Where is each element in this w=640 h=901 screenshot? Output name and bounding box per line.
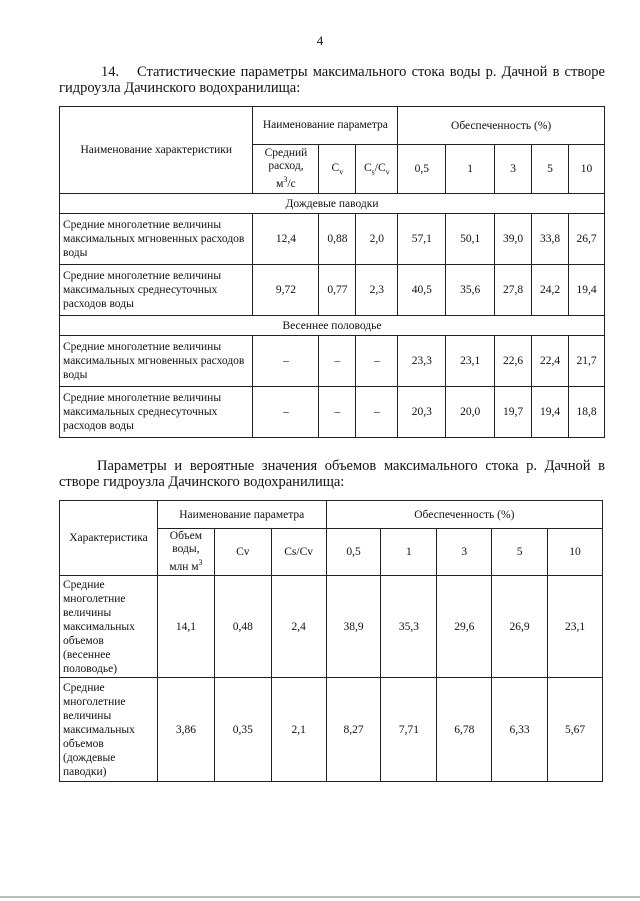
volume-parameters-table [59,500,603,782]
section-title: Дождевые паводки [60,194,605,214]
header-prob: 0,5 [398,145,446,194]
cell-prob: 23,1 [548,576,603,678]
cell-cscv: 2,1 [271,678,326,782]
cell-prob: 6,78 [437,678,492,782]
table2-caption [59,458,605,490]
table1-caption-text: Статистические параметры максимального стока воды р. Дачной в створе гидроузла Дачинского водохранилища: [59,64,605,96]
cell-prob: 22,6 [495,336,532,387]
row-name: Средние многолетние величины максимальных мгновенных расходов воды [60,214,253,265]
header-cv: Cv [214,529,271,576]
cell-prob: 22,4 [532,336,569,387]
cell-volume: 14,1 [157,576,214,678]
header-parameter-group: Наименование параметра [253,107,398,145]
cell-prob: 39,0 [495,214,532,265]
cell-prob: 19,7 [495,387,532,438]
cell-mean: – [253,336,319,387]
table-row [60,678,603,782]
cell-prob: 26,7 [569,214,605,265]
header-cs-cv: $C_s/C_v$ [356,145,398,194]
section-title: Весеннее половодье [60,316,605,336]
cell-cv: – [319,336,356,387]
cell-mean: 12,4 [253,214,319,265]
header-prob: 5 [532,145,569,194]
header-prob: 1 [381,529,437,576]
cell-prob: 27,8 [495,265,532,316]
header-prob: 1 [446,145,495,194]
table1-caption-number: 14. [101,64,120,80]
row-name: Средние многолетние величины максимальных среднесуточных расходов воды [60,387,253,438]
scan-edge-divider [0,896,640,898]
cell-prob: 57,1 [398,214,446,265]
cell-prob: 20,3 [398,387,446,438]
header-prob: 10 [548,529,603,576]
header-cv: $C_v$ [319,145,356,194]
cell-cscv: 2,0 [356,214,398,265]
table-row [60,214,605,265]
row-name: Средние многолетние величины максимальных объемов (весеннее половодье) [60,576,158,678]
cell-prob: 24,2 [532,265,569,316]
cell-cscv: 2,3 [356,265,398,316]
cell-mean: – [253,387,319,438]
cell-prob: 5,67 [548,678,603,782]
cell-prob: 29,6 [437,576,492,678]
table1-caption [59,64,605,96]
cell-cv: – [319,387,356,438]
header-mean-discharge: Средний расход, $м^3/с$ [253,145,319,194]
cell-volume: 3,86 [157,678,214,782]
cell-cscv: 2,4 [271,576,326,678]
header-characteristic: Характеристика [60,501,158,576]
cell-cv: 0,48 [214,576,271,678]
cell-prob: 35,6 [446,265,495,316]
header-prob: 3 [437,529,492,576]
cell-prob: 38,9 [326,576,381,678]
header-volume: Объем воды, млн $м^3$ [157,529,214,576]
header-probability-group: Обеспеченность (%) [398,107,605,145]
cell-cscv: – [356,336,398,387]
page-number: 4 [316,33,324,48]
cell-prob: 33,8 [532,214,569,265]
table-row [60,265,605,316]
flow-parameters-table [59,106,605,438]
header-cs-cv: Cs/Cv [271,529,326,576]
table2-caption-text: Параметры и вероятные значения объемов максимального стока р. Дачной в створе гидроузла Дачинского водохранилища: [59,458,605,490]
cell-mean: 9,72 [253,265,319,316]
header-prob: 10 [569,145,605,194]
cell-cv: 0,88 [319,214,356,265]
cell-prob: 23,1 [446,336,495,387]
cell-prob: 19,4 [532,387,569,438]
row-name: Средние многолетние величины максимальных объемов (дождевые паводки) [60,678,158,782]
cell-prob: 50,1 [446,214,495,265]
header-prob: 3 [495,145,532,194]
header-parameter-group: Наименование параметра [157,501,326,529]
cell-cv: 0,77 [319,265,356,316]
cell-prob: 6,33 [492,678,548,782]
cell-prob: 8,27 [326,678,381,782]
cell-prob: 20,0 [446,387,495,438]
row-name: Средние многолетние величины максимальных среднесуточных расходов воды [60,265,253,316]
row-name: Средние многолетние величины максимальных мгновенных расходов воды [60,336,253,387]
header-prob: 5 [492,529,548,576]
header-probability-group: Обеспеченность (%) [326,501,602,529]
cell-cscv: – [356,387,398,438]
cell-prob: 21,7 [569,336,605,387]
cell-prob: 26,9 [492,576,548,678]
table-row [60,336,605,387]
cell-prob: 7,71 [381,678,437,782]
cell-prob: 18,8 [569,387,605,438]
cell-prob: 23,3 [398,336,446,387]
cell-prob: 19,4 [569,265,605,316]
header-characteristic: Наименование характеристики [60,107,253,194]
cell-cv: 0,35 [214,678,271,782]
table-row [60,387,605,438]
cell-prob: 35,3 [381,576,437,678]
table-row [60,576,603,678]
header-prob: 0,5 [326,529,381,576]
cell-prob: 40,5 [398,265,446,316]
